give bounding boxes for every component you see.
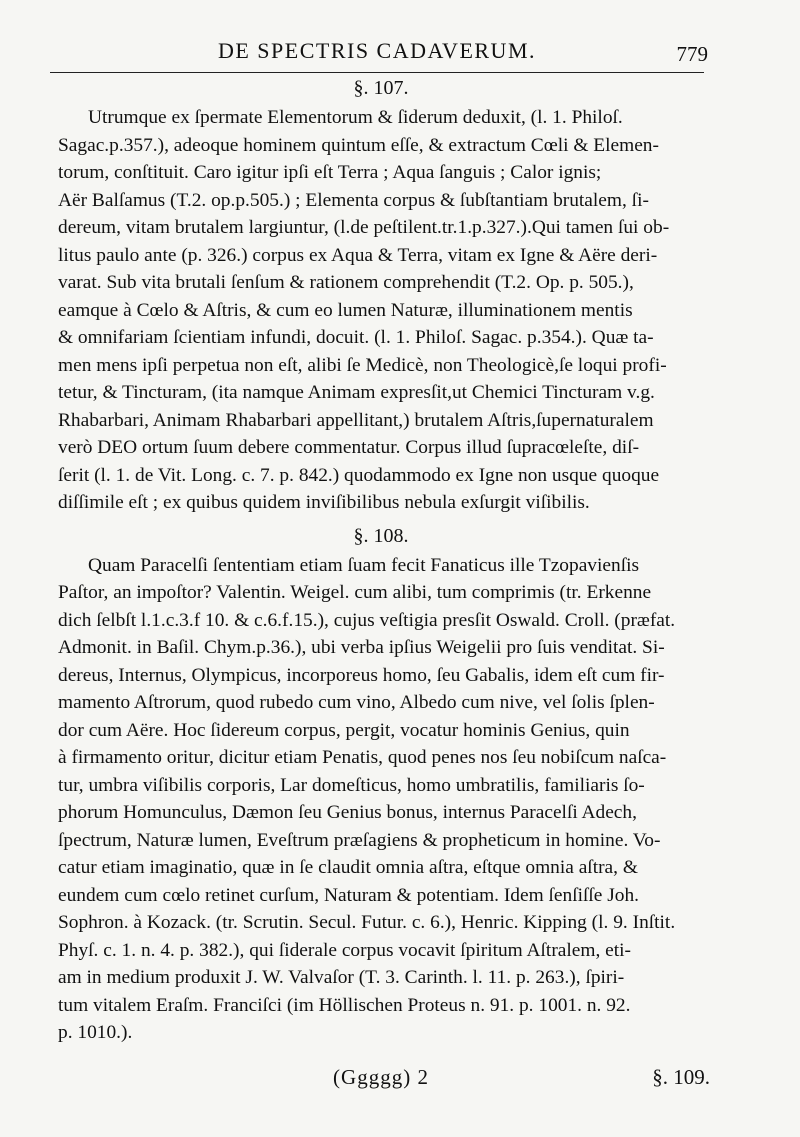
text-line: tur, umbra viſibilis corporis, Lar domeſticus, homo umbratilis, familiaris ſo- [58,774,645,796]
section-text-108 [58,552,704,1047]
text-line: Aër Balſamus (T.2. op.p.505.) ; Elementa corpus & ſubſtantiam brutalem, ſi- [58,189,649,211]
text-line: dereus, Internus, Olympicus, incorporeus homo, ſeu Gabalis, idem eſt cum fir- [58,664,665,686]
text-line: am in medium produxit J. W. Valvaſor (T. 3. Carinth. l. 11. p. 263.), ſpiri- [58,967,625,988]
text-line: men mens ipſi perpetua non eſt, alibi ſe Medicè, non Theologicè,ſe loqui profi- [58,354,667,376]
text-line: Sophron. à Kozack. (tr. Scrutin. Secul. Futur. c. 6.), Henric. Kipping (l. 9. Inſtit. [58,912,676,933]
text-line: phorum Homunculus, Dæmon ſeu Genius bonus, internus Paracelſi Adech, [58,802,637,823]
text-line: ſerit (l. 1. de Vit. Long. c. 7. p. 842.) quodammodo ex Igne non usque quoque [58,464,660,486]
text-line: à firmamento oritur, dicitur etiam Penatis, quod penes nos ſeu nobiſcum naſca- [58,747,667,768]
text-line: Phyſ. c. 1. n. 4. p. 382.), qui ſiderale corpus vocavit ſpiritum Aſtralem, eti- [58,939,631,961]
text-line: mamento Aſtrorum, quod rubedo cum vino, Albedo cum nive, vel ſolis ſplen- [58,692,655,713]
section-number-107: §. 107. [353,77,409,99]
running-head [50,34,708,73]
page-number: 779 [676,42,708,66]
text-line: dereum, vitam brutalem largiuntur, (l.de peſtilent.tr.1.p.327.).Qui tamen ſui ob- [58,217,670,238]
text-line: tum vitalem Eraſm. Franciſci (im Höllischen Proteus n. 91. p. 1001. n. 92. [58,994,631,1016]
section-text-107 [58,104,704,517]
catchword: §. 109. [652,1064,710,1089]
text-line: Quam Paracelſi ſententiam etiam ſuam fecit Fanaticus ille Tzopavienſis [88,554,640,576]
text-line: ſpectrum, Naturæ lumen, Eveſtrum præſagiens & propheticum in homine. Vo- [58,829,661,851]
text-line: dich ſelbſt l.1.c.3.f 10. & c.6.f.15.), cujus veſtigia presſit Oswald. Croll. (præfat. [58,609,676,631]
signature-mark: (Ggggg) 2 [333,1064,429,1089]
text-line: Sagac.p.357.), adeoque hominem quintum eſſe, & extractum Cœli & Elemen- [58,134,659,156]
text-line: Utrumque ex ſpermate Elementorum & ſiderum deduxit, (l. 1. Philoſ. [88,107,623,128]
text-line: litus paulo ante (p. 326.) corpus ex Aqua & Terra, vitam ex Igne & Aëre deri- [58,244,658,266]
text-line: Paſtor, an impoſtor? Valentin. Weigel. cum alibi, tum comprimis (tr. Erkenne [58,582,652,603]
text-line: Admonit. in Baſil. Chym.p.36.), ubi verba ipſius Weigelii pro ſuis venditat. Si- [58,637,665,658]
text-line: Rhabarbari, Animam Rhabarbari appellitant,) brutalem Aſtris,ſupernaturalem [58,409,654,431]
text-line: torum, conſtituit. Caro igitur ipſi eſt Terra ; Aqua ſanguis ; Calor ignis; [58,162,602,183]
text-line: & omnifariam ſcientiam infundi, docuit. (l. 1. Philoſ. Sagac. p.354.). Quæ ta- [58,327,654,348]
text-line: p. 1010.). [58,1022,133,1043]
text-line: eundem cum cœlo retinet curſum, Naturam & potentiam. Idem ſenſiſſe Joh. [58,884,640,906]
text-line: eamque à Cœlo & Aſtris, & cum eo lumen Naturæ, illuminationem mentis [58,299,633,321]
text-line: verò DEO ortum ſuum debere commentatur. Corpus illud ſupracœleſte, diſ- [58,437,640,458]
page-footer [58,1064,710,1105]
section-number-108: §. 108. [353,524,409,547]
text-line: tetur, & Tincturam, (ita namque Animam expresſit,ut Chemici Tincturam v.g. [58,382,655,403]
text-line: catur etiam imaginatio, quæ in ſe claudit omnia aſtra, eſtque omnia aſtra, & [58,857,638,878]
text-line: diſſimile eſt ; ex quibus quidem inviſibilibus nebula exſurgit viſibilis. [58,492,590,513]
running-title: DE SPECTRIS CADAVERUM. [217,38,537,63]
text-line: varat. Sub vita brutali ſenſum & rationem comprehendit (T.2. Op. p. 505.), [58,272,634,293]
text-line: dor cum Aëre. Hoc ſidereum corpus, pergit, vocatur hominis Genius, quin [58,719,630,741]
